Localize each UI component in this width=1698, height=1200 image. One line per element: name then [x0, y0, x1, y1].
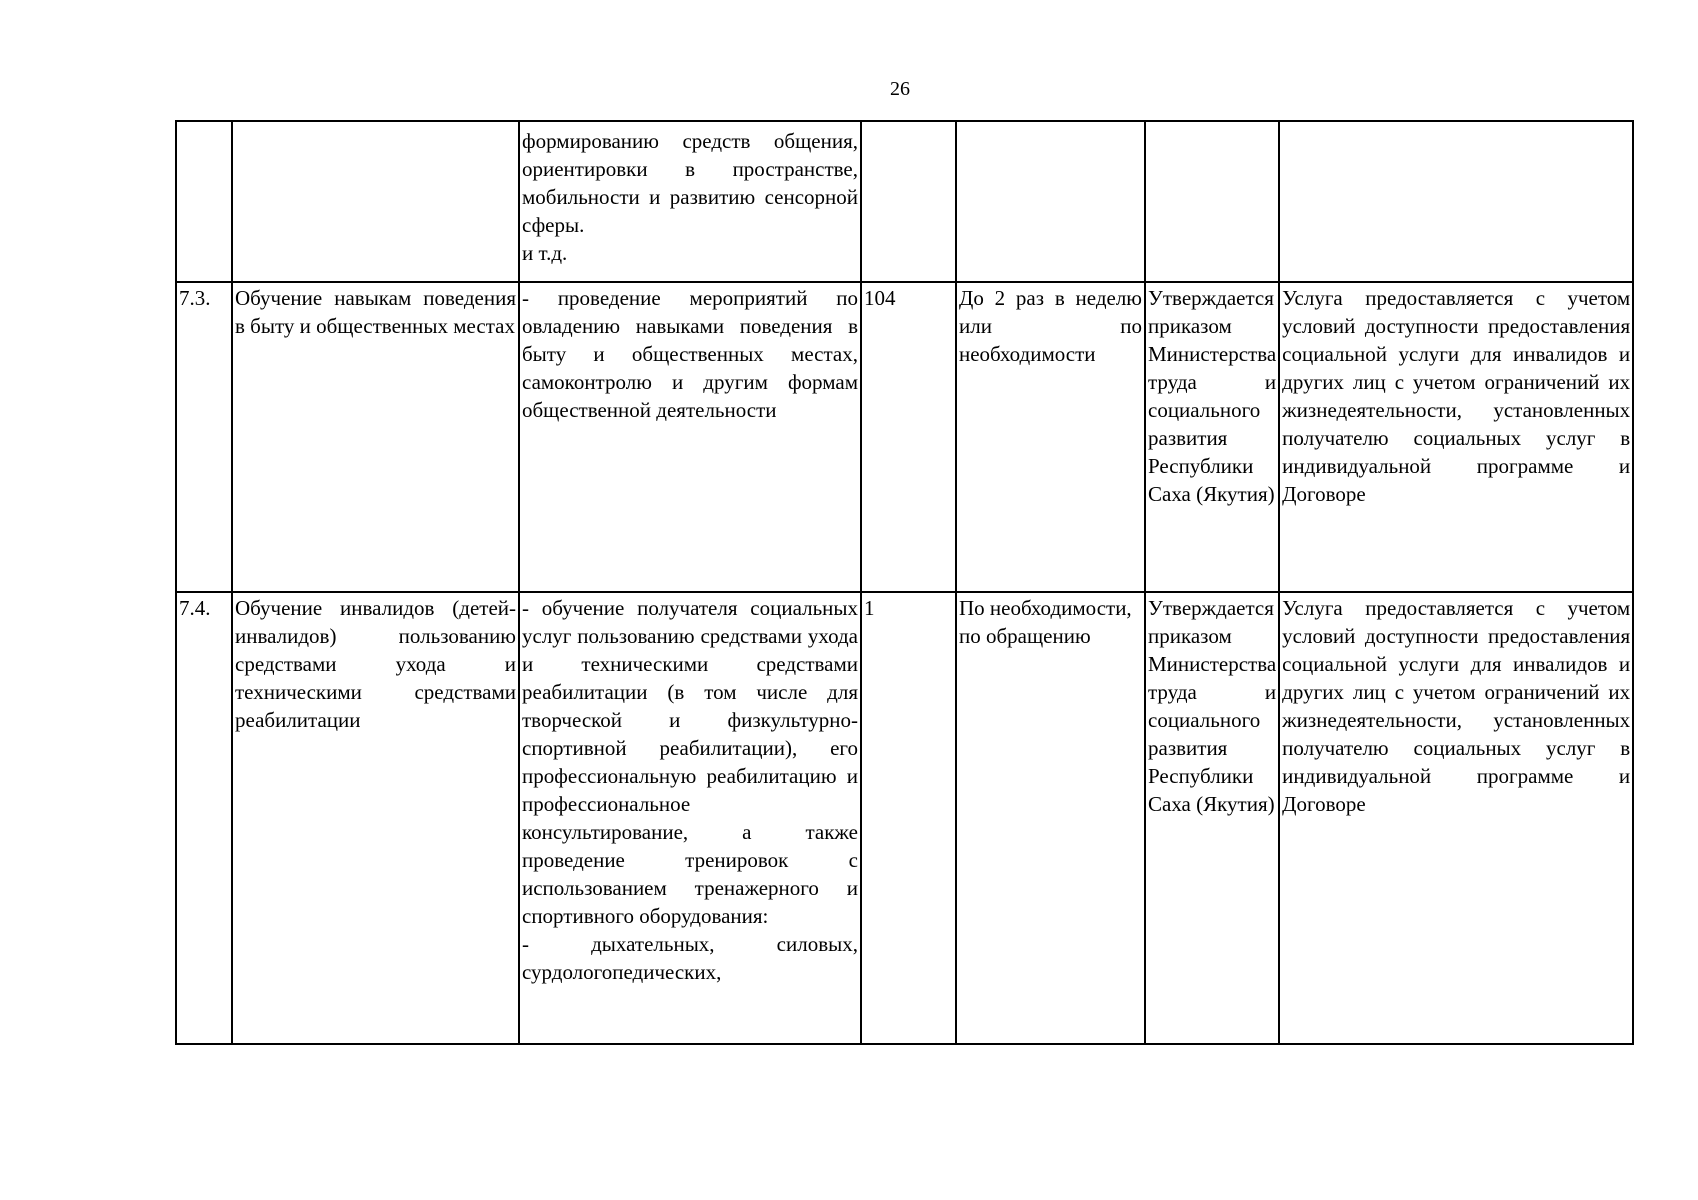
service-description-cell: - проведение мероприятий по овладению навыками поведения в быту и общественных местах, самоконтролю и другим формам общественной деятельности: [519, 282, 861, 592]
service-frequency-cell: До 2 раз в неделю или по необходимости: [956, 282, 1145, 592]
service-description: формированию средств общения, ориентировки в пространстве, мобильности и развитию сенсорной сферы.: [522, 129, 858, 237]
service-description-extra: и т.д.: [522, 241, 568, 265]
service-conditions-cell: Услуга предоставляется с учетом условий доступности предоставления социальной услуги для инвалидов и других лиц с учетом ограничений их жизнедеятельности, установленных получателю социальных услуг в индивидуальной программе и Договоре: [1279, 282, 1633, 592]
service-volume-cell: 104: [861, 282, 956, 592]
service-conditions-cell: Услуга предоставляется с учетом условий доступности предоставления социальной услуги для инвалидов и других лиц с учетом ограничений их жизнедеятельности, установленных получателю социальных услуг в индивидуальной программе и Договоре: [1279, 592, 1633, 1044]
service-tariff-cell: Утверждается приказом Министерства труда и социального развития Республики Саха (Якутия): [1145, 282, 1279, 592]
service-number-cell: [176, 121, 232, 282]
service-volume-cell: 1: [861, 592, 956, 1044]
service-name-cell: Обучение навыкам поведения в быту и общественных местах: [232, 282, 519, 592]
table-row: [176, 121, 1633, 282]
service-frequency-cell: [956, 121, 1145, 282]
service-frequency-cell: По необходимости, по обращению: [956, 592, 1145, 1044]
service-description-extra: - дыхательных, силовых, сурдологопедических,: [522, 932, 858, 984]
service-name-cell: Обучение инвалидов (детей-инвалидов) пользованию средствами ухода и техническими средствами реабилитации: [232, 592, 519, 1044]
service-number-cell: 7.4.: [176, 592, 232, 1044]
service-tariff-cell: [1145, 121, 1279, 282]
service-name-cell: [232, 121, 519, 282]
page-number: 26: [890, 78, 910, 100]
services-table: [175, 120, 1634, 1045]
service-description-cell: [519, 592, 861, 1044]
service-number-cell: 7.3.: [176, 282, 232, 592]
service-volume-cell: [861, 121, 956, 282]
service-tariff-cell: Утверждается приказом Министерства труда и социального развития Республики Саха (Якутия): [1145, 592, 1279, 1044]
table-row: [176, 282, 1633, 592]
table-row: [176, 592, 1633, 1044]
service-description-cell: [519, 121, 861, 282]
service-description: - обучение получателя социальных услуг пользованию средствами ухода и техническими средствами реабилитации (в том числе для творческой и физкультурно-спортивной реабилитации), его профессиональную реабилитацию и профессиональное консультирование, а также проведение тренировок с использованием тренажерного и спортивного оборудования:: [522, 596, 858, 928]
service-conditions-cell: [1279, 121, 1633, 282]
